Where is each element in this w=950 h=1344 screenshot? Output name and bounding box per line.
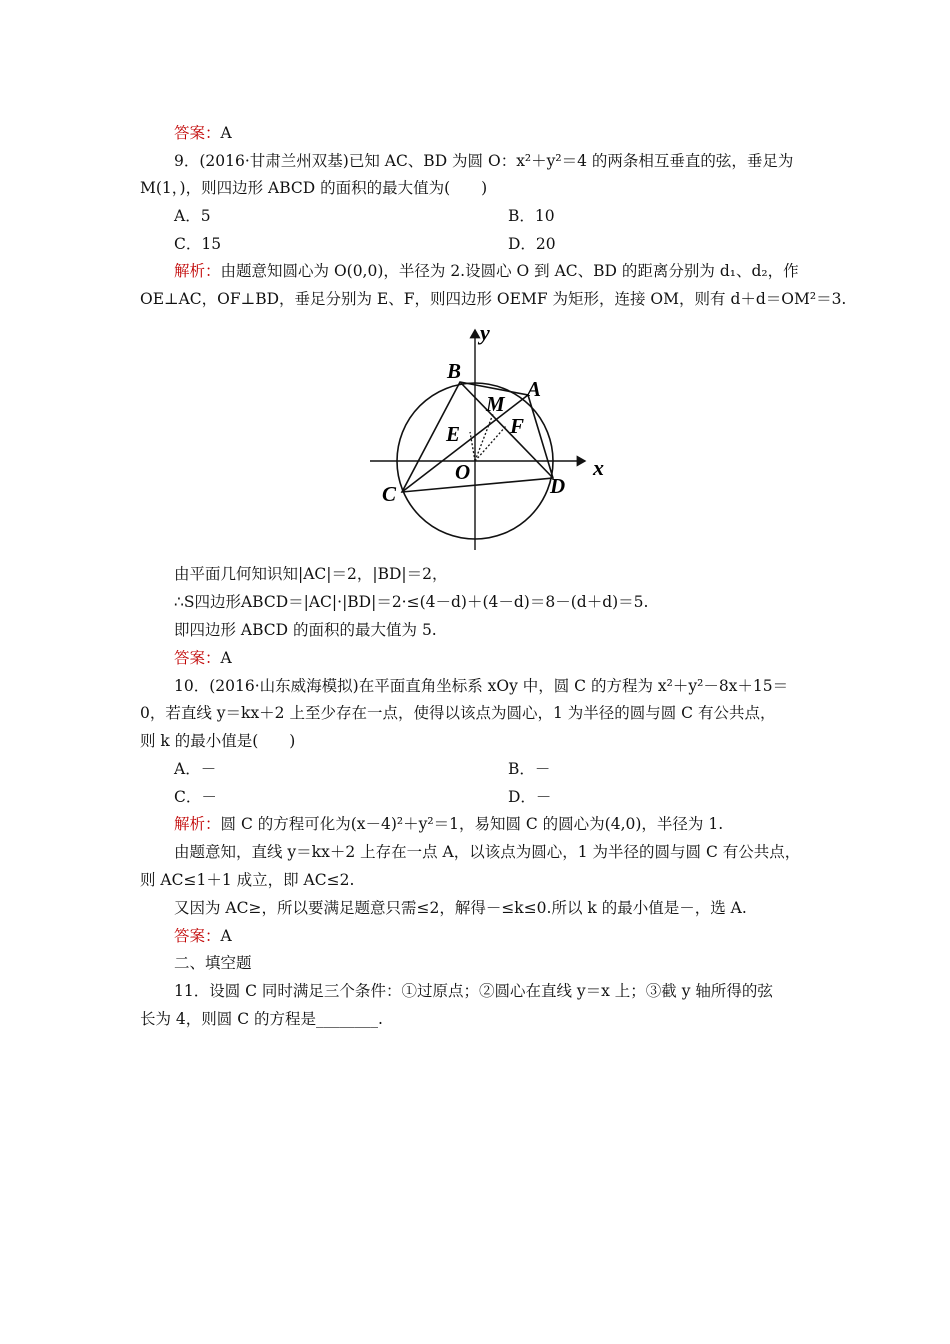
q9-option-a: A．5: [174, 207, 211, 225]
q9-solution-line-3: 由平面几何知识知|AC|＝2，|BD|＝2，: [174, 565, 448, 583]
answer-9: [174, 648, 232, 668]
answer-label: 答案：: [174, 927, 221, 945]
label-x: x: [593, 455, 604, 480]
q10-option-a: A．－: [174, 760, 217, 778]
label-d: D: [550, 474, 566, 498]
q10-solution-line-2: 由题意知，直线 y＝kx＋2 上存在一点 A，以该点为圆心，1 为半径的圆与圆 C 有公共点，: [174, 843, 801, 861]
answer-value: A: [220, 649, 232, 667]
q9-solution-line-5: 即四边形 ABCD 的面积的最大值为 5.: [174, 621, 437, 639]
label-m: M: [486, 392, 505, 416]
solution-text: 圆 C 的方程可化为(x－4)²＋y²＝1，易知圆 C 的圆心为(4,0)，半径为 1.: [220, 815, 724, 833]
label-o: O: [455, 460, 471, 484]
answer-value: A: [220, 927, 232, 945]
question-10-line-3: 则 k 的最小值是( ): [140, 732, 296, 750]
question-10-line-1: 10．(2016·山东威海模拟)在平面直角坐标系 xOy 中，圆 C 的方程为 x²＋y²－8x＋15＝: [174, 677, 789, 695]
q9-solution-line-4: ∴S四边形ABCD＝|AC|·|BD|＝2·≤(4－d)＋(4－d)＝8－(d＋d)＝5.: [174, 593, 649, 611]
answer-label: 答案：: [174, 124, 221, 142]
question-9-line-2: M(1，)，则四边形 ABCD 的面积的最大值为( ): [140, 179, 488, 197]
question-10-line-2: 0，若直线 y＝kx＋2 上至少存在一点，使得以该点为圆心，1 为半径的圆与圆 C 有公共点，: [140, 704, 776, 722]
answer-value: A: [220, 124, 232, 142]
q9-solution-line-2: OE⊥AC，OF⊥BD，垂足分别为 E、F，则四边形 OEMF 为矩形，连接 OM，则有 d＋d＝OM²＝3.: [140, 290, 847, 308]
answer-10: [174, 926, 232, 946]
q9-solution-line-1: [174, 261, 799, 281]
segment-om: [475, 414, 493, 461]
section-heading-fill-in: 二、填空题: [174, 954, 252, 972]
label-f: F: [510, 414, 525, 438]
q9-option-b: B．10: [508, 207, 555, 225]
label-b: B: [447, 359, 462, 383]
q10-option-d: D．－: [508, 788, 552, 806]
label-a: A: [527, 377, 542, 401]
label-y: y: [480, 320, 490, 345]
solution-text: 由题意知圆心为 O(0,0)，半径为 2.设圆心 O 到 AC、BD 的距离分别为 d₁、d₂，作: [220, 262, 799, 280]
q9-option-d: D．20: [508, 235, 556, 253]
solution-label: 解析：: [174, 262, 221, 280]
label-e: E: [446, 422, 461, 446]
solution-label: 解析：: [174, 815, 221, 833]
answer-label: 答案：: [174, 649, 221, 667]
q10-option-c: C．－: [174, 788, 217, 806]
question-9-line-1: 9．(2016·甘肃兰州双基)已知 AC、BD 为圆 O：x²＋y²＝4 的两条相互垂直的弦，垂足为: [174, 152, 794, 170]
answer-8: [174, 123, 232, 143]
label-c: C: [382, 482, 397, 506]
geometry-figure: [365, 318, 620, 558]
q9-option-c: C．15: [174, 235, 222, 253]
q10-solution-line-1: [174, 814, 723, 834]
q10-solution-line-3: 则 AC≤1＋1 成立，即 AC≤2.: [140, 871, 355, 889]
q10-option-b: B．－: [508, 760, 551, 778]
question-11-line-1: 11．设圆 C 同时满足三个条件：①过原点；②圆心在直线 y＝x 上；③截 y 轴所得的弦: [174, 982, 773, 1000]
q10-solution-line-4: 又因为 AC≥，所以要满足题意只需≤2，解得－≤k≤0.所以 k 的最小值是－，选 A.: [174, 899, 747, 917]
question-11-line-2: 长为 4，则圆 C 的方程是________.: [140, 1010, 383, 1028]
